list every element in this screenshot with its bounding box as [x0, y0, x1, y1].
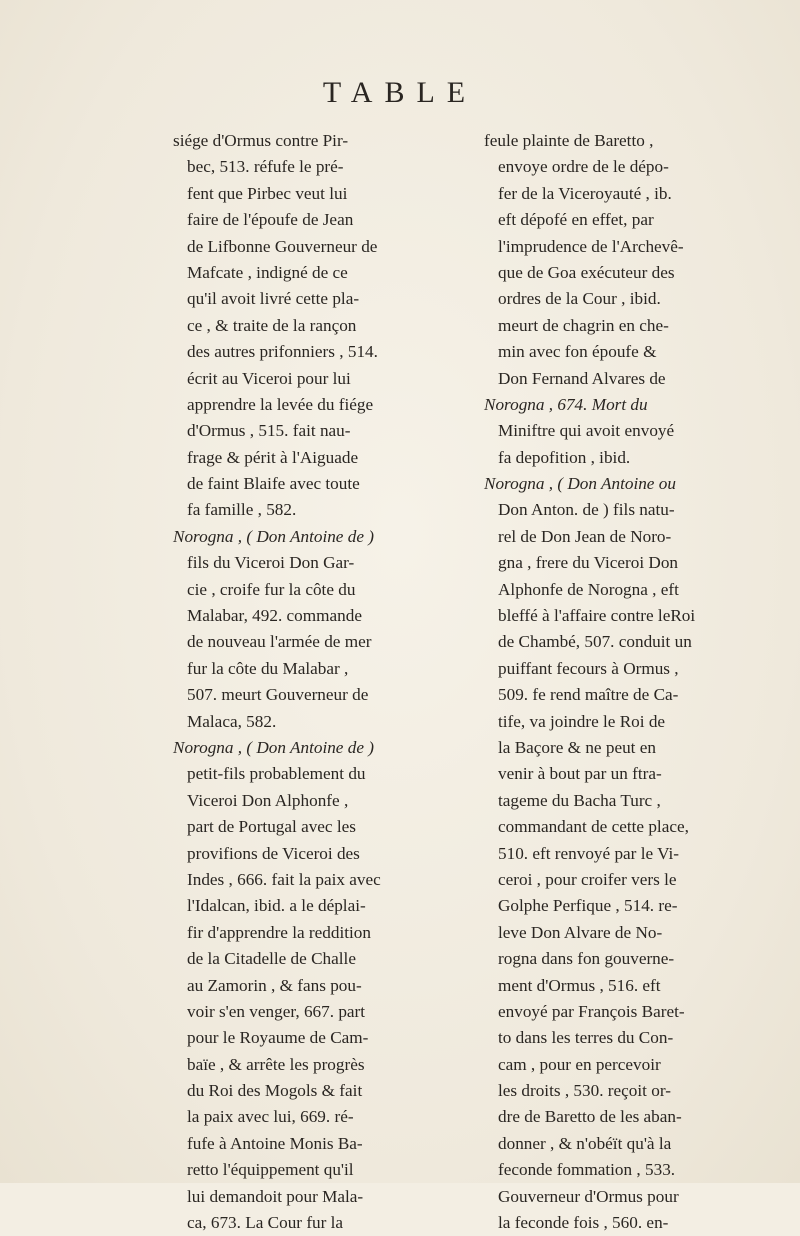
text-line: Gouverneur d'Ormus pour [498, 1186, 679, 1206]
text-line: d'Ormus , 515. fait nau- [187, 421, 351, 441]
text-line: rel de Don Jean de Noro- [498, 526, 672, 546]
text-line: baïe , & arrête les progrès [187, 1054, 365, 1074]
text-line: la paix avec lui, 669. ré- [187, 1107, 354, 1127]
text-line: ce , & traite de la rançon [187, 315, 357, 335]
text-line: bleffé à l'affaire contre leRoi [498, 606, 696, 626]
text-line: Don Fernand Alvares de [498, 368, 666, 388]
text-line: pour le Royaume de Cam- [187, 1028, 369, 1048]
text-line: ceroi , pour croifer vers le [498, 869, 677, 889]
text-line: Viceroi Don Alphonfe , [187, 790, 349, 810]
text-line: feconde fommation , 533. [498, 1160, 676, 1180]
text-line: fir d'apprendre la reddition [187, 922, 371, 942]
text-line: écrit au Viceroi pour lui [187, 368, 351, 388]
left-column [173, 128, 465, 1236]
text-line: 507. meurt Gouverneur de [187, 685, 369, 705]
text-line: voir s'en venger, 667. part [187, 1001, 366, 1021]
text-line: Malabar, 492. commande [187, 606, 362, 626]
text-line: cam , pour en percevoir [498, 1054, 661, 1074]
text-line: de nouveau l'armée de mer [187, 632, 372, 652]
text-line: Norogna , 674. Mort du [484, 394, 648, 414]
text-line: 509. fe rend maître de Ca- [498, 685, 679, 705]
text-line: de Lifbonne Gouverneur de [187, 236, 378, 256]
text-line: la Baçore & ne peut en [498, 737, 656, 757]
text-line: dre de Baretto de les aban- [498, 1107, 682, 1127]
text-line: eft dépofé en effet, par [498, 210, 654, 230]
text-line: part de Portugal avec les [187, 817, 356, 837]
text-line: 510. eft renvoyé par le Vi- [498, 843, 679, 863]
text-line: feule plainte de Baretto , [484, 131, 654, 150]
text-line: ca, 673. La Cour fur la [187, 1213, 344, 1233]
text-line: Golphe Perfique , 514. re- [498, 896, 678, 916]
text-line: faire de l'époufe de Jean [187, 210, 354, 230]
text-line: Indes , 666. fait la paix avec [187, 869, 381, 889]
text-line: fent que Pirbec veut lui [187, 183, 348, 203]
text-line: tife, va joindre le Roi de [498, 711, 666, 731]
text-line: l'imprudence de l'Archevê- [498, 236, 684, 256]
text-line: la feconde fois , 560. en- [498, 1213, 669, 1233]
text-line: Norogna , ( Don Antoine ou [484, 474, 676, 494]
text-line: de Chambé, 507. conduit un [498, 632, 692, 652]
text-line: Norogna , ( Don Antoine de ) [173, 526, 374, 546]
text-line: Mafcate , indigné de ce [187, 262, 348, 282]
right-column [484, 128, 784, 1236]
text-line: que de Goa exécuteur des [498, 262, 675, 282]
text-line: lui demandoit pour Mala- [187, 1186, 364, 1206]
text-line: gna , frere du Viceroi Don [498, 553, 679, 573]
text-line: provifions de Viceroi des [187, 843, 360, 863]
text-line: Norogna , ( Don Antoine de ) [173, 737, 374, 757]
text-line: frage & périt à l'Aiguade [187, 447, 359, 467]
text-line: cie , croife fur la côte du [187, 579, 356, 599]
text-line: fa depofition , ibid. [498, 447, 631, 467]
text-line: l'Idalcan, ibid. a le déplai- [187, 896, 366, 916]
text-line: fur la côte du Malabar , [187, 658, 349, 678]
text-line: de la Citadelle de Challe [187, 949, 356, 969]
text-line: petit-fils probablement du [187, 764, 366, 784]
text-line: venir à bout par un ftra- [498, 764, 662, 784]
text-line: de faint Blaife avec toute [187, 474, 360, 494]
text-line: commandant de cette place, [498, 817, 689, 837]
text-line: retto l'équippement qu'il [187, 1160, 354, 1180]
text-line: Don Anton. de ) fils natu- [498, 500, 675, 520]
text-line: rogna dans fon gouverne- [498, 949, 675, 969]
text-line: des autres prifonniers , 514. [187, 342, 378, 362]
text-line: envoye ordre de le dépo- [498, 157, 669, 177]
text-line: Alphonfe de Norogna , eft [498, 579, 679, 599]
text-line: min avec fon époufe & [498, 342, 657, 362]
text-line: siége d'Ormus contre Pir- [173, 131, 349, 150]
text-line: fufe à Antoine Monis Ba- [187, 1133, 363, 1153]
text-line: fa famille , 582. [187, 500, 297, 520]
text-line: fils du Viceroi Don Gar- [187, 553, 355, 573]
text-line: Malaca, 582. [187, 711, 277, 731]
text-line: puiffant fecours à Ormus , [498, 658, 679, 678]
text-line: Miniftre qui avoit envoyé [498, 421, 675, 441]
text-line: donner , & n'obéït qu'à la [498, 1133, 672, 1153]
text-line: tageme du Bacha Turc , [498, 790, 661, 810]
page-header: TABLE [322, 76, 478, 109]
text-line: apprendre la levée du fiége [187, 394, 374, 414]
text-line: meurt de chagrin en che- [498, 315, 669, 335]
text-line: ment d'Ormus , 516. eft [498, 975, 661, 995]
text-line: du Roi des Mogols & fait [187, 1081, 363, 1101]
text-line: bec, 513. réfufe le pré- [187, 157, 344, 177]
text-line: envoyé par François Baret- [498, 1001, 685, 1021]
text-line: to dans les terres du Con- [498, 1028, 674, 1048]
text-line: leve Don Alvare de No- [498, 922, 663, 942]
text-line: fer de la Viceroyauté , ib. [498, 183, 672, 203]
text-line: les droits , 530. reçoit or- [498, 1081, 671, 1101]
text-line: qu'il avoit livré cette pla- [187, 289, 360, 309]
text-line: ordres de la Cour , ibid. [498, 289, 661, 309]
text-line: au Zamorin , & fans pou- [187, 975, 362, 995]
